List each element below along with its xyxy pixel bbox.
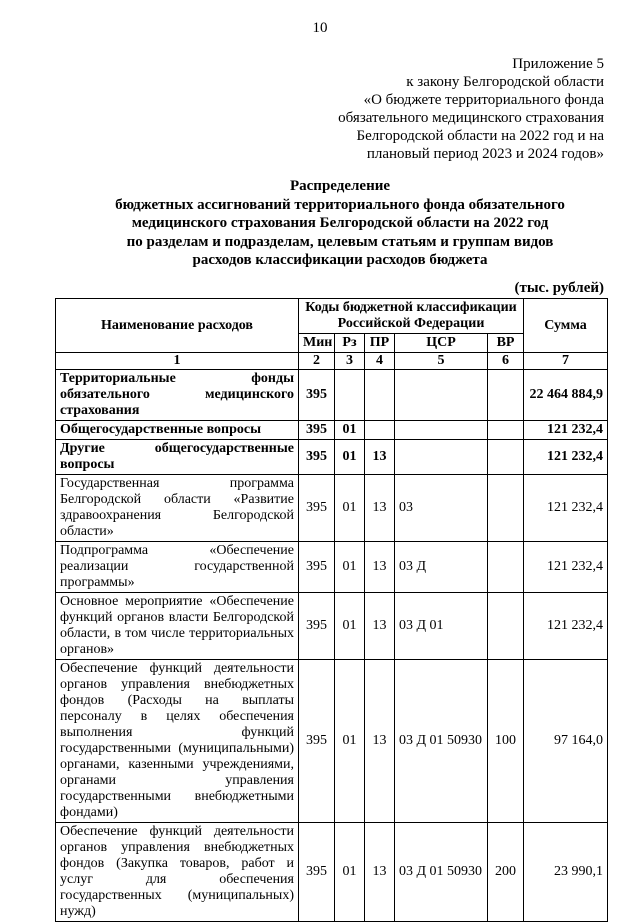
units-label: (тыс. рублей) [514,280,604,296]
column-number: 6 [488,353,524,370]
cell-csr [395,421,488,440]
cell-min: 395 [299,660,335,823]
appendix-line: к закону Белгородской области [406,74,604,90]
cell-vr: 100 [488,660,524,823]
page-number: 10 [312,20,328,36]
cell-vr [488,593,524,660]
cell-pr: 13 [365,475,395,542]
header-pr: ПР [365,334,395,353]
appendix-note [284,55,604,163]
cell-csr: 03 Д 01 50930 [395,823,488,922]
cell-rz: 01 [335,475,365,542]
table-row [56,542,608,593]
cell-pr: 13 [365,823,395,922]
cell-sum: 121 232,4 [524,440,608,475]
cell-rz: 01 [335,823,365,922]
column-number: 3 [335,353,365,370]
column-number-row [56,353,608,370]
cell-csr [395,440,488,475]
cell-pr [365,370,395,421]
table-row [56,475,608,542]
cell-sum: 23 990,1 [524,823,608,922]
cell-csr: 03 [395,475,488,542]
appendix-line: Приложение 5 [512,56,604,72]
budget-table [55,298,608,922]
cell-vr [488,542,524,593]
cell-min: 395 [299,475,335,542]
cell-csr: 03 Д 01 [395,593,488,660]
header-sum: Сумма [524,299,608,353]
cell-csr: 03 Д 01 50930 [395,660,488,823]
cell-rz: 01 [335,542,365,593]
appendix-line: Белгородской области на 2022 год и на [356,128,604,144]
cell-sum: 97 164,0 [524,660,608,823]
appendix-line: плановый период 2023 и 2024 годов» [366,146,604,162]
cell-pr: 13 [365,440,395,475]
cell-vr [488,421,524,440]
cell-pr: 13 [365,660,395,823]
cell-min: 395 [299,593,335,660]
cell-rz: 01 [335,660,365,823]
column-number: 1 [56,353,299,370]
cell-min: 395 [299,823,335,922]
cell-name: Обеспечение функций деятельности органов управления внебюджетных фондов (Расходы на выплаты персоналу в целях обеспечения выполнения функций государственными (муниципальными) органами, казенными учреждениями, органами управления государственными внебюджетными фондами) [56,660,299,823]
cell-min: 395 [299,370,335,421]
cell-csr: 03 Д [395,542,488,593]
cell-name: Обеспечение функций деятельности органов управления внебюджетных фондов (Закупка товаров, работ и услуг для обеспечения государственных (муниципальных) нужд) [56,823,299,922]
cell-sum: 121 232,4 [524,593,608,660]
cell-min: 395 [299,440,335,475]
header-csr: ЦСР [395,334,488,353]
table-row [56,370,608,421]
column-number: 5 [395,353,488,370]
cell-sum: 121 232,4 [524,542,608,593]
cell-rz: 01 [335,593,365,660]
cell-sum: 22 464 884,9 [524,370,608,421]
cell-sum: 121 232,4 [524,421,608,440]
cell-name: Государственная программа Белгородской области «Развитие здравоохранения Белгородской области» [56,475,299,542]
title-line: Распределение [289,178,391,194]
cell-csr [395,370,488,421]
cell-name: Другие общегосударственные вопросы [56,440,299,475]
cell-min: 395 [299,542,335,593]
cell-name: Общегосударственные вопросы [56,421,299,440]
header-codes: Коды бюджетной классификации Российской Федерации [299,299,524,334]
cell-name: Основное мероприятие «Обеспечение функций органов власти Белгородской области, в том числе территориальных органов» [56,593,299,660]
appendix-line: обязательного медицинского страхования [338,110,604,126]
title-line: бюджетных ассигнований территориального фонда обязательного [115,196,565,213]
table-row [56,440,608,475]
column-number: 4 [365,353,395,370]
cell-vr [488,370,524,421]
appendix-line: «О бюджете территориального фонда [363,92,604,108]
table-row [56,660,608,823]
table-row [56,421,608,440]
cell-name: Подпрограмма «Обеспечение реализации государственной программы» [56,542,299,593]
table-row [56,593,608,660]
cell-pr [365,421,395,440]
cell-name: Территориальные фонды обязательного медицинского страхования [56,370,299,421]
cell-vr [488,440,524,475]
cell-pr: 13 [365,593,395,660]
column-number: 7 [524,353,608,370]
cell-rz: 01 [335,421,365,440]
cell-pr: 13 [365,542,395,593]
cell-min: 395 [299,421,335,440]
table-row [56,823,608,922]
header-rz: Рз [335,334,365,353]
cell-rz: 01 [335,440,365,475]
title-line: медицинского страхования Белгородской области на 2022 год [131,215,549,231]
title-line: расходов классификации расходов бюджета [192,252,488,268]
cell-vr: 200 [488,823,524,922]
document-title [60,177,620,270]
title-line: по разделам и подразделам, целевым статьям и группам видов [126,233,554,250]
cell-rz [335,370,365,421]
column-number: 2 [299,353,335,370]
cell-vr [488,475,524,542]
header-name: Наименование расходов [56,299,299,353]
header-min: Мин [299,334,335,353]
cell-sum: 121 232,4 [524,475,608,542]
header-vr: ВР [488,334,524,353]
